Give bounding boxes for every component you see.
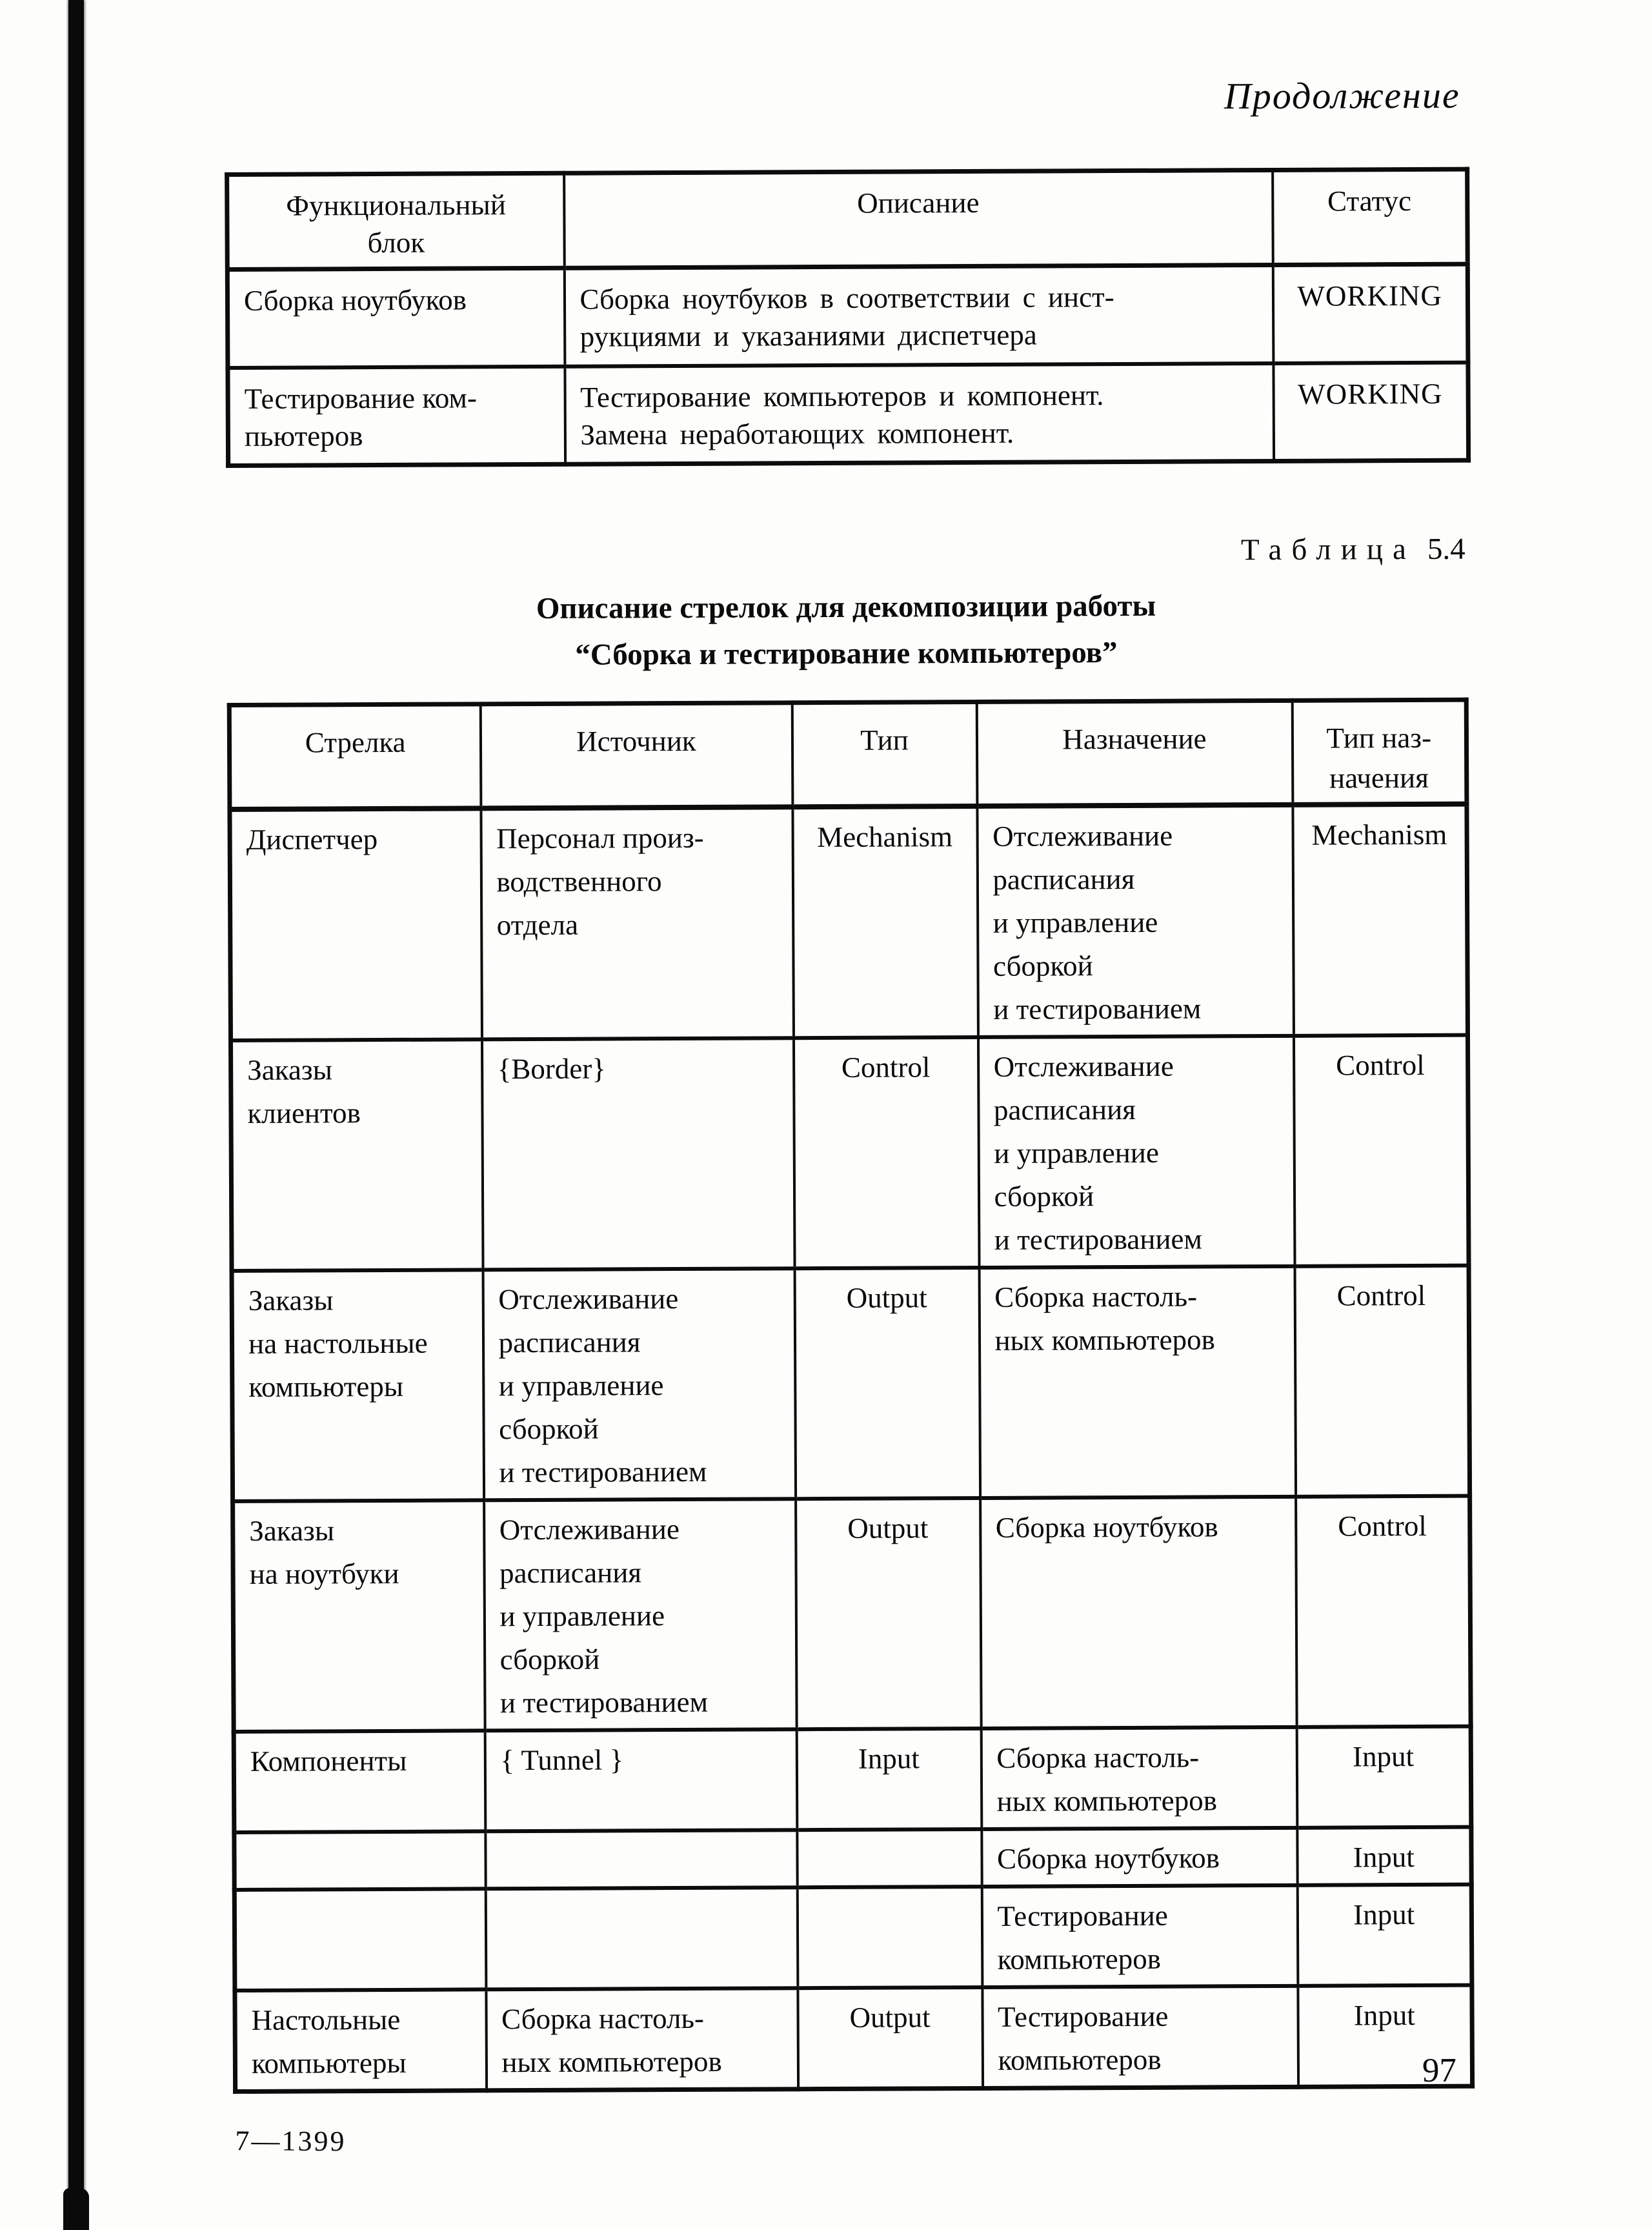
t2-cell-type: Output (794, 1268, 980, 1499)
table-row (228, 362, 1469, 465)
t2-cell-type (797, 1887, 982, 1988)
t2-cell-source: { Tunnel } (485, 1729, 797, 1831)
table-row (233, 1496, 1471, 1732)
table-caption-word: Таблица (1240, 532, 1416, 567)
page-number: 97 (1422, 2051, 1457, 2089)
table-title (227, 582, 1466, 680)
table-header-row (227, 169, 1468, 269)
t2-cell-type: Output (798, 1987, 983, 2089)
table-row (234, 1727, 1471, 1832)
t2-cell-destination: Тестирование компьютеров (982, 1986, 1298, 2089)
t1-cell-description: Сборка ноутбуков в соответствии с инст- рукциями и указаниями диспетчера (564, 265, 1273, 366)
t2-cell-arrow: Заказы клиентов (230, 1039, 483, 1271)
t2-cell-source: Отслеживание расписания и управление сборкой и тестированием (484, 1499, 797, 1730)
t2-cell-type: Mechanism (792, 806, 978, 1038)
t2-cell-arrow: Заказы на настольные компьютеры (232, 1270, 484, 1501)
t2-cell-source: Сборка настоль- ных компьютеров (486, 1988, 798, 2091)
t2-cell-dest-type: Control (1293, 1035, 1469, 1266)
table-row (234, 1827, 1471, 1890)
t2-header-type: Тип (792, 702, 977, 807)
t2-cell-destination: Отслеживание расписания и управление сборкой и тестированием (978, 1036, 1294, 1268)
t2-cell-source (485, 1830, 797, 1889)
t2-cell-type: Input (796, 1728, 982, 1830)
t2-cell-dest-type: Input (1297, 1885, 1472, 1986)
t2-cell-destination: Сборка ноутбуков (980, 1497, 1297, 1728)
t1-cell-status: WORKING (1273, 362, 1469, 461)
t2-cell-dest-type: Input (1297, 1827, 1471, 1885)
t2-header-source: Источник (480, 703, 792, 809)
t2-cell-destination: Тестирование компьютеров (982, 1885, 1298, 1987)
table-caption (227, 532, 1466, 572)
table-row (234, 1885, 1472, 1991)
t2-cell-destination: Отслеживание расписания и управление сборкой и тестированием (977, 805, 1294, 1037)
t2-cell-source: Персонал произ- водственного отдела (481, 807, 794, 1039)
table-header-row (229, 700, 1467, 809)
t2-cell-arrow (234, 1889, 486, 1991)
table-row (230, 804, 1468, 1040)
t2-cell-dest-type: Control (1294, 1266, 1470, 1497)
t2-cell-type: Output (796, 1498, 982, 1729)
t2-header-arrow: Стрелка (229, 704, 481, 809)
t2-cell-arrow: Компоненты (234, 1730, 485, 1832)
t2-cell-source: Отслеживание расписания и управление сборкой и тестированием (483, 1268, 796, 1500)
t1-cell-status: WORKING (1273, 264, 1468, 363)
table-title-line1: Описание стрелок для декомпозиции работы (536, 589, 1156, 625)
t1-cell-description: Тестирование компьютеров и компонент. Замена неработающих компонент. (565, 363, 1274, 464)
t2-cell-arrow (234, 1831, 485, 1890)
continuation-label: Продолжение (1224, 74, 1460, 117)
t2-cell-dest-type: Input (1298, 1985, 1473, 2087)
t2-cell-destination: Сборка ноутбуков (982, 1828, 1297, 1887)
t1-header-status: Статус (1273, 169, 1468, 265)
arrows-table (227, 698, 1475, 2094)
t2-cell-destination: Сборка настоль- ных компьютеров (981, 1727, 1297, 1829)
t1-cell-block: Сборка ноутбуков (227, 268, 565, 367)
t2-cell-source: {Border} (481, 1038, 794, 1270)
t2-cell-dest-type: Input (1296, 1727, 1471, 1828)
t2-cell-arrow: Диспетчер (230, 808, 482, 1040)
print-signature-mark: 7—1399 (235, 2125, 347, 2158)
t2-header-dest-type: Тип наз- начения (1292, 700, 1467, 805)
t2-cell-dest-type: Mechanism (1293, 804, 1468, 1036)
t1-header-description: Описание (564, 170, 1273, 268)
t2-cell-arrow: Настольные компьютеры (235, 1989, 487, 2091)
table-row (227, 264, 1468, 367)
t2-cell-type (797, 1829, 982, 1887)
table-title-line2: “Сборка и тестирование компьютеров” (575, 636, 1118, 672)
table-row (235, 1985, 1473, 2092)
t2-header-destination: Назначение (976, 700, 1293, 806)
t2-cell-type: Control (793, 1037, 979, 1268)
functional-blocks-table (225, 167, 1471, 468)
t2-cell-source (485, 1887, 798, 1989)
t2-cell-dest-type: Control (1296, 1496, 1471, 1727)
t1-cell-block: Тестирование ком- пьютеров (228, 366, 565, 465)
t2-cell-arrow: Заказы на ноутбуки (233, 1500, 485, 1732)
t2-cell-destination: Сборка настоль- ных компьютеров (979, 1266, 1296, 1498)
table-caption-number: 5.4 (1427, 532, 1466, 566)
t1-header-block: Функциональный блок (227, 173, 565, 269)
table-row (232, 1266, 1470, 1501)
table-row (230, 1035, 1469, 1271)
